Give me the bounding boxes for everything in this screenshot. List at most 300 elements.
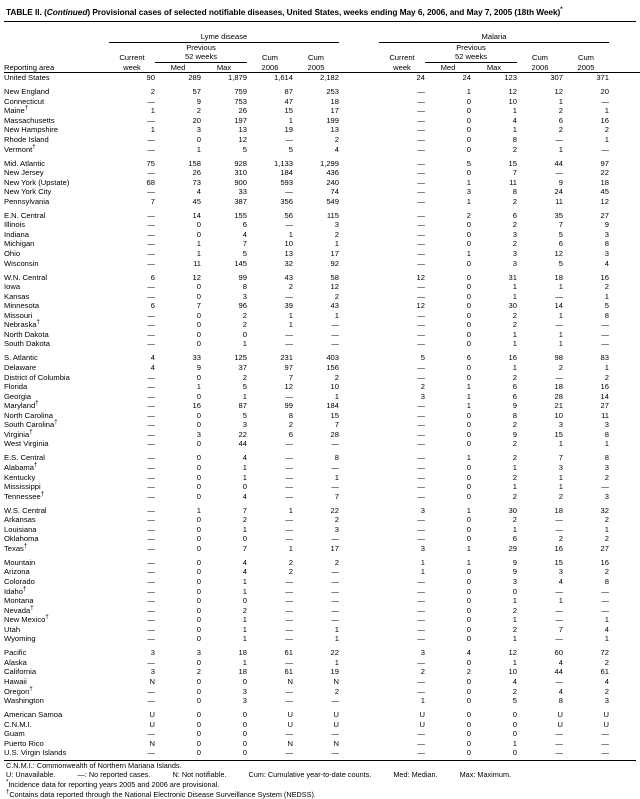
cell-lyme-0: — xyxy=(147,320,155,330)
row-footnote-marker: † xyxy=(33,462,38,469)
cell-lyme-3: 99 xyxy=(284,401,293,411)
cell-trailing xyxy=(609,411,640,421)
row-area-label: Iowa xyxy=(4,282,21,292)
cell-lyme-1: 0 xyxy=(196,329,201,339)
row-area-label: Hawaii xyxy=(4,676,27,686)
cell-lyme-2: 87 xyxy=(238,401,247,411)
cell-trailing xyxy=(609,73,640,83)
cell-lyme-2: 22 xyxy=(238,429,247,439)
cell-malaria-0: — xyxy=(417,320,425,330)
cell-trailing xyxy=(609,373,640,383)
cell-malaria-1: 1 xyxy=(466,382,471,392)
cell-lyme-0: 1 xyxy=(150,125,155,135)
cell-malaria-4: 12 xyxy=(600,196,609,206)
table-body xyxy=(4,73,640,758)
cell-malaria-2: 2 xyxy=(512,144,517,154)
cell-lyme-1: 0 xyxy=(196,291,201,301)
cell-trailing xyxy=(609,220,640,230)
cell-lyme-1: 3 xyxy=(196,125,201,135)
cell-malaria-0: — xyxy=(417,596,425,606)
table-row xyxy=(4,311,640,321)
cell-lyme-4: 19 xyxy=(330,667,339,677)
cell-lyme-4: 43 xyxy=(330,301,339,311)
cell-lyme-1: 0 xyxy=(196,576,201,586)
cell-trailing xyxy=(609,178,640,188)
cell-lyme-0: — xyxy=(147,420,155,430)
cell-lyme-2: 155 xyxy=(234,210,247,220)
cell-lyme-4: U xyxy=(333,710,339,720)
cell-malaria-1: 6 xyxy=(466,353,471,363)
cell-lyme-2: 0 xyxy=(242,534,247,544)
cell-lyme-0: — xyxy=(147,543,155,553)
cell-section-gap xyxy=(339,230,379,240)
row-footnote-marker: † xyxy=(45,614,49,621)
cell-malaria-0: — xyxy=(417,239,425,249)
table-row xyxy=(4,320,640,330)
malaria-max-header: Max xyxy=(471,62,517,73)
lyme-current-week-header: week xyxy=(109,62,155,73)
cell-malaria-2: 2 xyxy=(512,310,517,320)
cell-malaria-3: 7 xyxy=(558,624,563,634)
cell-lyme-1: 0 xyxy=(196,710,201,720)
cell-malaria-0: — xyxy=(417,363,425,372)
cell-malaria-4: 16 xyxy=(600,557,609,567)
cell-malaria-1: 0 xyxy=(466,144,471,154)
cell-trailing xyxy=(609,482,640,492)
row-area-label: New York (Upstate) xyxy=(4,177,70,187)
cell-section-gap xyxy=(339,373,379,383)
row-area-label: Delaware xyxy=(4,363,37,372)
cell-malaria-1: 0 xyxy=(466,719,471,729)
row-area-label: U.S. Virgin Islands xyxy=(4,748,67,758)
cell-lyme-3: — xyxy=(285,524,293,534)
table-row xyxy=(4,634,640,644)
cell-lyme-4: 92 xyxy=(330,258,339,268)
table-row xyxy=(4,482,640,492)
table-row xyxy=(4,525,640,535)
cell-section-gap xyxy=(339,606,379,616)
cell-malaria-4: 2 xyxy=(604,472,609,482)
cell-malaria-4: 27 xyxy=(600,401,609,411)
cell-trailing xyxy=(609,125,640,135)
cell-lyme-2: 759 xyxy=(234,87,247,97)
table-row xyxy=(4,648,640,658)
cell-lyme-3: N xyxy=(287,676,293,686)
cell-section-gap xyxy=(339,411,379,421)
cell-lyme-1: 45 xyxy=(192,196,201,206)
cell-malaria-1: 0 xyxy=(466,96,471,106)
row-area-label: Wisconsin xyxy=(4,258,39,268)
row-area-label: Nebraska† xyxy=(4,319,40,330)
cell-malaria-1: 24 xyxy=(462,73,471,83)
cell-lyme-3: — xyxy=(285,220,293,230)
cell-malaria-4: 5 xyxy=(604,301,609,311)
cell-malaria-2: 2 xyxy=(512,515,517,525)
cell-lyme-3: — xyxy=(285,439,293,449)
table-row xyxy=(4,392,640,402)
cell-malaria-2: 15 xyxy=(508,158,517,168)
cell-malaria-2: 1 xyxy=(512,282,517,292)
cell-malaria-3: 18 xyxy=(554,505,563,515)
cell-trailing xyxy=(609,577,640,587)
table-row xyxy=(4,197,640,207)
cell-trailing xyxy=(609,748,640,758)
cell-lyme-2: 7 xyxy=(242,239,247,249)
cell-malaria-1: 4 xyxy=(466,648,471,658)
cell-trailing xyxy=(609,211,640,221)
cell-malaria-3: 3 xyxy=(558,462,563,472)
cell-malaria-2: 2 xyxy=(512,439,517,449)
cell-malaria-4: 8 xyxy=(604,453,609,463)
table-row xyxy=(4,259,640,269)
cell-malaria-4: 4 xyxy=(604,676,609,686)
cell-malaria-3: — xyxy=(555,515,563,525)
cell-lyme-1: 158 xyxy=(188,158,201,168)
cell-malaria-1: 0 xyxy=(466,524,471,534)
cell-malaria-1: 0 xyxy=(466,125,471,135)
cell-lyme-3: 5 xyxy=(288,144,293,154)
cell-lyme-2: 13 xyxy=(238,125,247,135)
cell-malaria-4: 2 xyxy=(604,515,609,525)
cell-trailing xyxy=(609,259,640,269)
cell-lyme-1: 4 xyxy=(196,187,201,197)
cell-lyme-3: — xyxy=(285,134,293,144)
table-row xyxy=(4,301,640,311)
table-row xyxy=(4,211,640,221)
cell-lyme-4: 17 xyxy=(330,543,339,553)
table-row xyxy=(4,606,640,616)
cell-malaria-1: 0 xyxy=(466,282,471,292)
cell-malaria-2: 2 xyxy=(512,239,517,249)
cell-lyme-4: — xyxy=(331,482,339,492)
cell-malaria-4: 4 xyxy=(604,624,609,634)
cell-lyme-3: U xyxy=(287,719,293,729)
cell-trailing xyxy=(609,363,640,373)
cell-malaria-4: 22 xyxy=(600,168,609,178)
cell-malaria-0: — xyxy=(417,686,425,696)
cell-lyme-4: — xyxy=(331,320,339,330)
cell-section-gap xyxy=(339,544,379,554)
cell-malaria-1: 5 xyxy=(466,158,471,168)
cell-section-gap xyxy=(339,73,379,83)
cell-lyme-1: 0 xyxy=(196,524,201,534)
cell-lyme-2: 1 xyxy=(242,462,247,472)
cell-malaria-1: 0 xyxy=(466,329,471,339)
cell-malaria-2: 9 xyxy=(512,557,517,567)
table-row xyxy=(4,401,640,411)
cell-lyme-4: — xyxy=(331,576,339,586)
cell-lyme-0: — xyxy=(147,567,155,577)
cell-lyme-0: N xyxy=(149,676,155,686)
cell-section-gap xyxy=(339,159,379,169)
lyme-previous-label: Previous xyxy=(186,42,216,52)
footnotes xyxy=(4,761,636,799)
cell-lyme-3: 184 xyxy=(280,168,293,178)
cell-malaria-2: 2 xyxy=(512,320,517,330)
cell-lyme-2: 3 xyxy=(242,291,247,301)
cell-malaria-1: 1 xyxy=(466,196,471,206)
cell-malaria-4: 2 xyxy=(604,125,609,135)
cell-lyme-4: 240 xyxy=(326,177,339,187)
cell-lyme-3: — xyxy=(285,576,293,586)
cell-malaria-2: 10 xyxy=(508,96,517,106)
cell-section-gap xyxy=(339,401,379,411)
cell-malaria-3: — xyxy=(555,605,563,615)
cell-lyme-0: — xyxy=(147,391,155,401)
cell-malaria-3: — xyxy=(555,134,563,144)
cell-lyme-2: 0 xyxy=(242,729,247,739)
cell-malaria-0: — xyxy=(417,676,425,686)
cell-malaria-1: 0 xyxy=(466,729,471,739)
row-area-label: Michigan xyxy=(4,239,35,249)
cell-trailing xyxy=(609,273,640,283)
row-area-label: South Dakota xyxy=(4,339,51,349)
cell-lyme-3: — xyxy=(285,462,293,472)
cell-malaria-4: 1 xyxy=(604,615,609,625)
cell-section-gap xyxy=(339,311,379,321)
cell-malaria-0: — xyxy=(417,472,425,482)
row-area-label: W.N. Central xyxy=(4,272,48,282)
cell-lyme-2: 387 xyxy=(234,196,247,206)
cell-malaria-2: 12 xyxy=(508,648,517,658)
row-area-label: Ohio xyxy=(4,248,21,258)
legend-not-notifiable: N: Not notifiable. xyxy=(172,770,227,780)
table-row xyxy=(4,168,640,178)
cell-lyme-2: 0 xyxy=(242,676,247,686)
cell-lyme-4: 3 xyxy=(334,220,339,230)
column-top-row xyxy=(4,52,640,62)
cell-section-gap xyxy=(339,106,379,116)
cell-malaria-4: 4 xyxy=(604,258,609,268)
cell-malaria-0: — xyxy=(417,429,425,439)
table-row xyxy=(4,382,640,392)
title-italic: Continued xyxy=(46,7,88,17)
cell-section-gap xyxy=(339,658,379,668)
table-row xyxy=(4,220,640,230)
cell-lyme-2: 4 xyxy=(242,567,247,577)
cell-lyme-0: 75 xyxy=(146,158,155,168)
cell-malaria-1: 0 xyxy=(466,106,471,116)
cell-malaria-0: — xyxy=(417,115,425,125)
cell-lyme-0: — xyxy=(147,310,155,320)
cell-lyme-1: 0 xyxy=(196,372,201,382)
cell-malaria-4: 20 xyxy=(600,87,609,97)
cell-malaria-2: 2 xyxy=(512,372,517,382)
footnote-legend xyxy=(6,770,636,780)
cell-malaria-4: 1 xyxy=(604,363,609,372)
previous-label-row xyxy=(4,42,640,52)
cell-lyme-2: 18 xyxy=(238,667,247,677)
cell-malaria-3: 1 xyxy=(558,482,563,492)
cell-malaria-3: 44 xyxy=(554,158,563,168)
row-area-label: Vermont† xyxy=(4,143,36,154)
table-row xyxy=(4,506,640,516)
cell-malaria-2: 3 xyxy=(512,229,517,239)
cell-trailing xyxy=(609,135,640,145)
cell-malaria-0: — xyxy=(417,491,425,501)
cell-lyme-2: 12 xyxy=(238,134,247,144)
cell-malaria-1: 0 xyxy=(466,534,471,544)
cell-lyme-3: 10 xyxy=(284,239,293,249)
cell-lyme-0: — xyxy=(147,382,155,392)
cell-lyme-1: 0 xyxy=(196,615,201,625)
cell-malaria-2: 1 xyxy=(512,482,517,492)
cell-malaria-2: 2 xyxy=(512,453,517,463)
cell-malaria-3: 307 xyxy=(550,73,563,83)
table-row xyxy=(4,492,640,502)
cell-malaria-1: 0 xyxy=(466,491,471,501)
cell-lyme-0: — xyxy=(147,586,155,596)
malaria-52weeks-label: 52 weeks xyxy=(425,52,517,62)
cell-malaria-4: — xyxy=(601,96,609,106)
cell-lyme-0: 2 xyxy=(150,87,155,97)
table-row xyxy=(4,658,640,668)
cell-lyme-1: 0 xyxy=(196,310,201,320)
cell-malaria-2: 9 xyxy=(512,429,517,439)
cell-lyme-2: 5 xyxy=(242,144,247,154)
cell-lyme-1: 0 xyxy=(196,320,201,330)
cell-malaria-2: 8 xyxy=(512,187,517,197)
cell-malaria-4: 1 xyxy=(604,134,609,144)
cell-lyme-1: 0 xyxy=(196,391,201,401)
cell-lyme-4: — xyxy=(331,439,339,449)
cell-lyme-4: 549 xyxy=(326,196,339,206)
row-area-label: Utah xyxy=(4,624,21,634)
cell-malaria-2: 1 xyxy=(512,125,517,135)
cell-malaria-0: — xyxy=(417,410,425,420)
cell-lyme-4: 253 xyxy=(326,87,339,97)
cell-trailing xyxy=(609,116,640,126)
cell-malaria-3: — xyxy=(555,634,563,644)
cell-lyme-1: 0 xyxy=(196,605,201,615)
cell-trailing xyxy=(609,534,640,544)
table-row xyxy=(4,587,640,597)
cell-trailing xyxy=(609,525,640,535)
cell-malaria-4: 1 xyxy=(604,439,609,449)
cell-section-gap xyxy=(339,634,379,644)
cell-malaria-3: — xyxy=(555,372,563,382)
cell-malaria-4: — xyxy=(601,329,609,339)
lyme-cum2005-header: 2005 xyxy=(293,62,339,73)
cell-lyme-1: 3 xyxy=(196,648,201,658)
cell-lyme-1: 0 xyxy=(196,515,201,525)
cell-malaria-3: 4 xyxy=(558,657,563,667)
cell-malaria-2: 9 xyxy=(512,567,517,577)
cell-section-gap xyxy=(339,687,379,697)
cell-malaria-0: 3 xyxy=(420,543,425,553)
cell-lyme-0: — xyxy=(147,634,155,644)
row-area-label: New York City xyxy=(4,187,52,197)
cell-lyme-2: 3 xyxy=(242,686,247,696)
cell-section-gap xyxy=(339,430,379,440)
row-area-label: West Virginia xyxy=(4,439,49,449)
row-area-label: District of Columbia xyxy=(4,372,70,382)
cell-trailing xyxy=(609,739,640,749)
cell-malaria-3: 12 xyxy=(554,87,563,97)
cell-section-gap xyxy=(339,339,379,349)
row-area-label: Arizona xyxy=(4,567,30,577)
cell-trailing xyxy=(609,187,640,197)
cell-lyme-3: — xyxy=(285,586,293,596)
cell-malaria-0: 1 xyxy=(420,557,425,567)
cell-lyme-1: 20 xyxy=(192,115,201,125)
cell-malaria-0: 2 xyxy=(420,667,425,677)
cell-lyme-3: 1 xyxy=(288,543,293,553)
cell-section-gap xyxy=(339,145,379,155)
cell-malaria-2: 4 xyxy=(512,676,517,686)
cell-malaria-3: 18 xyxy=(554,382,563,392)
cell-lyme-0: — xyxy=(147,291,155,301)
cell-trailing xyxy=(609,249,640,259)
cell-malaria-2: 8 xyxy=(512,134,517,144)
cell-lyme-4: 184 xyxy=(326,401,339,411)
lyme-med-header: Med xyxy=(155,62,201,73)
cell-lyme-1: 73 xyxy=(192,177,201,187)
cell-lyme-2: 1 xyxy=(242,657,247,667)
table-row xyxy=(4,739,640,749)
cell-lyme-0: 6 xyxy=(150,272,155,282)
cell-trailing xyxy=(609,159,640,169)
cell-trailing xyxy=(609,168,640,178)
row-area-label: Florida xyxy=(4,382,28,392)
cell-malaria-4: — xyxy=(601,482,609,492)
cell-lyme-2: 900 xyxy=(234,177,247,187)
cell-lyme-4: 28 xyxy=(330,429,339,439)
cell-malaria-1: 0 xyxy=(466,429,471,439)
cell-lyme-1: 0 xyxy=(196,696,201,706)
cell-lyme-1: 0 xyxy=(196,557,201,567)
cell-lyme-2: 0 xyxy=(242,738,247,748)
cell-section-gap xyxy=(339,187,379,197)
malaria-cum2005-top: Cum xyxy=(577,52,595,62)
cell-lyme-3: 56 xyxy=(284,210,293,220)
cell-section-gap xyxy=(339,392,379,402)
footnote-cnmi: C.N.M.I.: Commonwealth of Northern Mariana Islands. xyxy=(6,760,182,770)
cell-malaria-4: 1 xyxy=(604,291,609,301)
lyme-cum2005-top: Cum xyxy=(307,52,325,62)
cell-lyme-3: 7 xyxy=(288,372,293,382)
cell-lyme-4: 1 xyxy=(334,239,339,249)
cell-lyme-2: 3 xyxy=(242,420,247,430)
cell-section-gap xyxy=(339,239,379,249)
row-area-label: North Dakota xyxy=(4,329,49,339)
table-head xyxy=(4,22,640,73)
legend-med: Med: Median. xyxy=(393,770,438,780)
cell-trailing xyxy=(609,439,640,449)
cell-lyme-1: 1 xyxy=(196,144,201,154)
malaria-cum2006-top: Cum xyxy=(531,52,549,62)
cell-malaria-4: 9 xyxy=(604,220,609,230)
cell-malaria-1: 1 xyxy=(466,505,471,515)
malaria-current-week-header: week xyxy=(379,62,425,73)
cell-lyme-0: — xyxy=(147,557,155,567)
cell-lyme-2: 145 xyxy=(234,258,247,268)
cell-malaria-2: 3 xyxy=(512,576,517,586)
cell-lyme-1: 9 xyxy=(196,363,201,372)
cell-lyme-2: 6 xyxy=(242,220,247,230)
footnote-dagger-text: Contains data reported through the National Electronic Disease Surveillance System (NEDSS). xyxy=(9,789,316,799)
table-row xyxy=(4,73,640,83)
cell-malaria-3: — xyxy=(555,320,563,330)
cell-lyme-2: 0 xyxy=(242,482,247,492)
cell-malaria-3: — xyxy=(555,738,563,748)
cell-malaria-0: 12 xyxy=(416,272,425,282)
cell-lyme-2: 2 xyxy=(242,605,247,615)
cell-malaria-4: 2 xyxy=(604,534,609,544)
cell-malaria-0: — xyxy=(417,453,425,463)
row-footnote-marker: † xyxy=(40,491,45,498)
cell-trailing xyxy=(609,677,640,687)
